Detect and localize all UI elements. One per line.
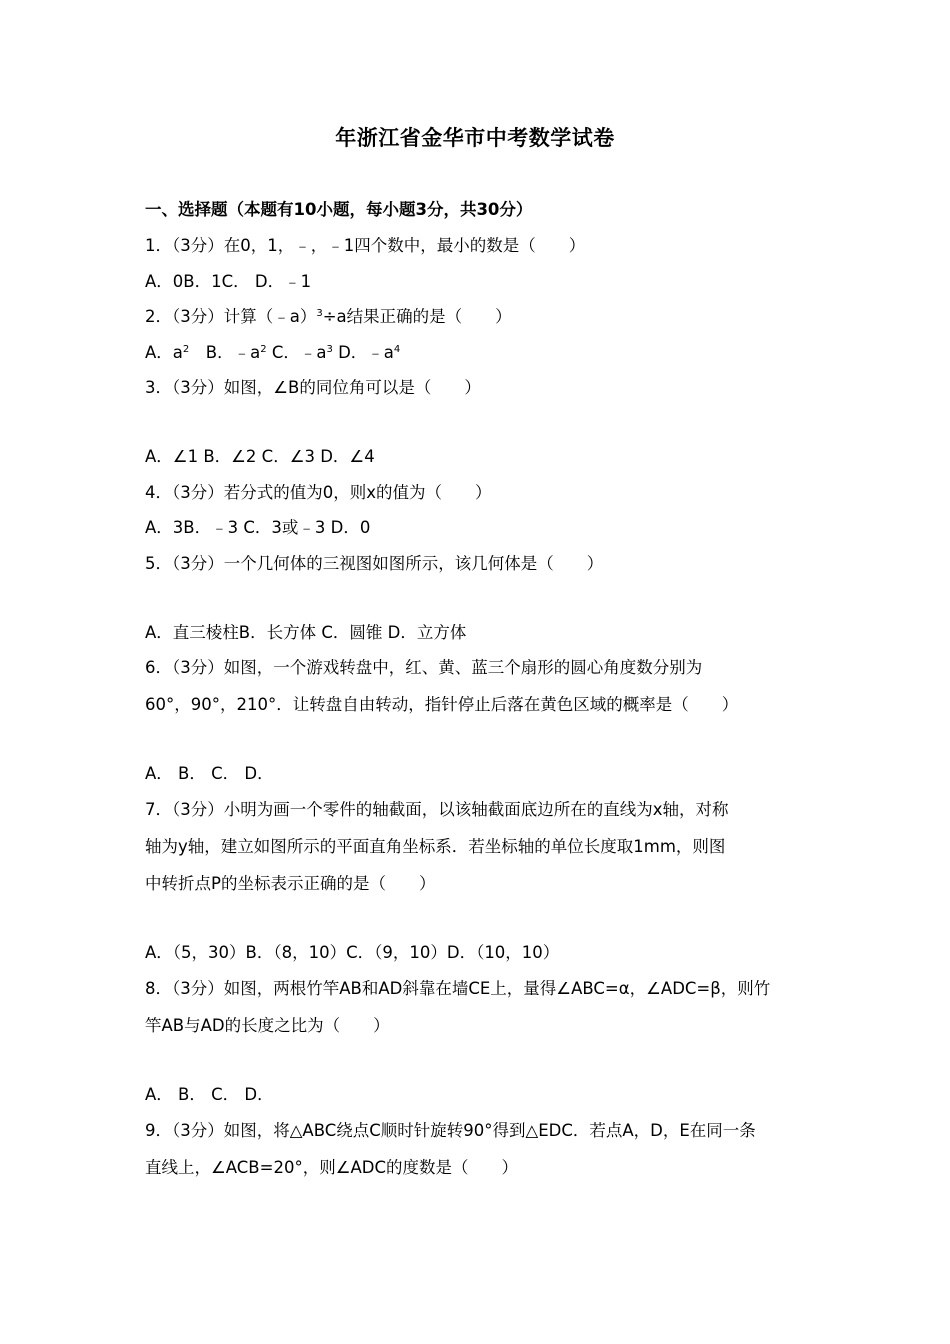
- q2-option-c-exp: 3: [326, 344, 333, 355]
- question-2-options: [145, 339, 815, 363]
- question-2-exponent: 3: [316, 308, 323, 319]
- question-1-options: A．0B．1C． D．﹣1: [145, 272, 312, 291]
- question-7-stem-line-1: 7．（3分）小明为画一个零件的轴截面，以该轴截面底边所在的直线为x轴，对称: [145, 800, 729, 819]
- question-2-stem: [145, 303, 815, 327]
- question-6-stem-line-1: 6．（3分）如图，一个游戏转盘中，红、黄、蓝三个扇形的圆心角度数分别为: [145, 658, 703, 677]
- question-5-options: A．直三棱柱B．长方体 C．圆锥 D．立方体: [145, 623, 467, 642]
- question-3-stem: 3．（3分）如图，∠B的同位角可以是（ ）: [145, 378, 481, 397]
- question-8-stem-line-2: 竿AB与AD的长度之比为（ ）: [145, 1016, 390, 1035]
- section-heading: 一、选择题（本题有10小题，每小题3分，共30分）: [145, 200, 533, 219]
- q2-option-b: B．﹣a: [189, 343, 261, 362]
- question-7-stem-line-3: 中转折点P的坐标表示正确的是（ ）: [145, 874, 436, 893]
- q2-option-d-exp: 4: [393, 344, 401, 355]
- q2-option-a-exp: 2: [182, 344, 190, 355]
- question-4-options: A．3B．﹣3 C．3或﹣3 D．0: [145, 518, 371, 537]
- question-8-options: A． B． C． D．: [145, 1085, 274, 1104]
- question-6-options: A． B． C． D．: [145, 764, 274, 783]
- question-3-options: A．∠1 B．∠2 C．∠3 D．∠4: [145, 447, 375, 466]
- q2-option-c: C．﹣a: [266, 343, 327, 362]
- question-4-stem: 4．（3分）若分式的值为0，则x的值为（ ）: [145, 483, 492, 502]
- question-2-stem-pre: 2．（3分）计算（﹣a）: [145, 307, 317, 326]
- question-5-stem: 5．（3分）一个几何体的三视图如图所示，该几何体是（ ）: [145, 554, 604, 573]
- question-9-stem-line-2: 直线上，∠ACB=20°，则∠ADC的度数是（ ）: [145, 1158, 519, 1177]
- question-9-stem-line-1: 9．（3分）如图，将△ABC绕点C顺时针旋转90°得到△EDC．若点A，D，E在同一条: [145, 1121, 756, 1140]
- question-7-stem-line-2: 轴为y轴，建立如图所示的平面直角坐标系．若坐标轴的单位长度取1mm，则图: [145, 837, 726, 856]
- q2-option-b-exp: 2: [260, 344, 267, 355]
- q2-option-a: A．a: [145, 343, 183, 362]
- question-7-options: A．（5，30）B．（8，10）C．（9，10）D．（10，10）: [145, 943, 560, 962]
- question-1-stem: 1．（3分）在0，1，﹣，﹣1四个数中，最小的数是（ ）: [145, 236, 586, 255]
- question-8-stem-line-1: 8．（3分）如图，两根竹竿AB和AD斜靠在墙CE上，量得∠ABC=α，∠ADC=β，则竹: [145, 979, 771, 998]
- question-2-stem-post: ÷a结果正确的是（ ）: [322, 307, 512, 326]
- q2-option-d: D．﹣a: [332, 343, 394, 362]
- exam-title: 年浙江省金华市中考数学试卷: [335, 126, 615, 150]
- question-6-stem-line-2: 60°，90°，210°．让转盘自由转动，指针停止后落在黄色区域的概率是（ ）: [145, 695, 739, 714]
